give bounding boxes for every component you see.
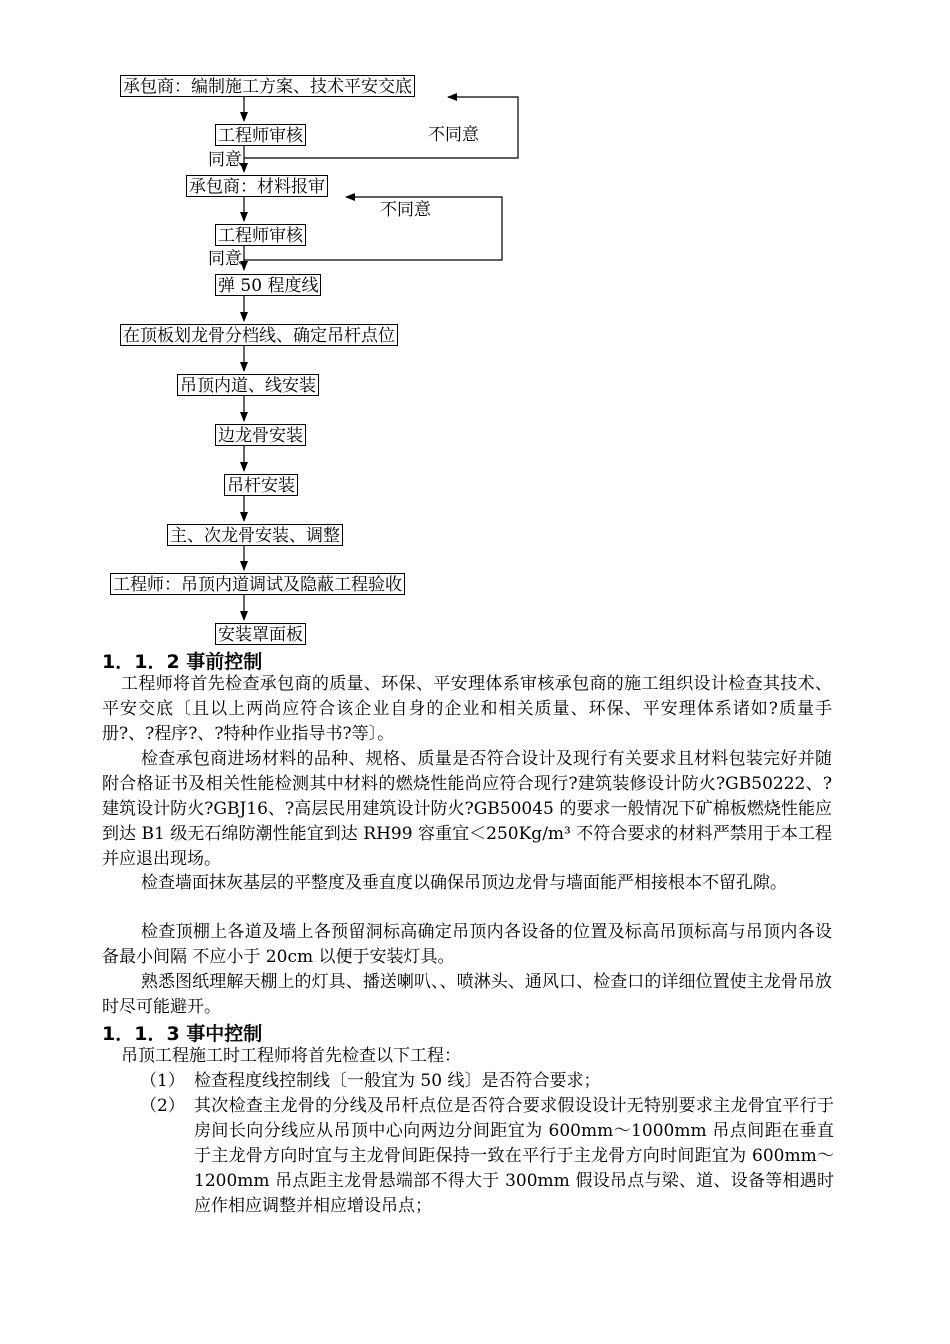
- paragraph-5: 熟悉图纸理解天棚上的灯具、播送喇叭、、喷淋头、通风口、检查口的详细位置使主龙骨吊放时尽可能避开。: [102, 972, 832, 1017]
- list-item-2-text: 其次检查主龙骨的分线及吊杆点位是否符合要求假设设计无特别要求主龙骨宜平行于房间长向分线应从吊顶中心向两边分间距宜为 600mm～1000mm 吊点间距在垂直于主龙骨方向时宜与主龙骨间距保持一致在平行于主龙骨方向时间距宜为 600mm～1200mm 吊点距主龙骨悬端部不得大于 300mm 假设吊点与梁、道、设备等相遇时应作相应调整并相应增设吊点；: [194, 1096, 834, 1216]
- flow-label-disagree-2: 不同意: [380, 200, 431, 220]
- paragraph-3: 检查墙面抹灰基层的平整度及垂直度以确保吊顶边龙骨与墙面能严相接根本不留孔隙。: [141, 873, 787, 893]
- flow-box-level-line: 弹 50 程度线: [215, 274, 321, 296]
- section-heading-pre-control: 1．1．2 事前控制: [102, 651, 263, 673]
- flow-label-agree-2: 同意: [208, 249, 242, 269]
- list-item-2: [140, 1094, 840, 1219]
- paragraph-intro: 吊顶工程施工时工程师将首先检查以下工程：: [121, 1046, 461, 1066]
- flow-box-hanger-rod: 吊杆安装: [224, 474, 298, 496]
- flow-box-keel-layout: 在顶板划龙骨分档线、确定吊杆点位: [120, 324, 398, 346]
- list-item-1-number: （1）: [140, 1071, 185, 1091]
- flow-box-pipe-install: 吊顶内道、线安装: [177, 374, 319, 396]
- paragraph-2: 检查承包商进场材料的品种、规格、质量是否符合设计及现行有关要求且材料包装完好并随附合格证书及相关性能检测其中材料的燃烧性能尚应符合现行?建筑装修设计防火?GB50222、?建筑设计防火?GBJ16、?高层民用建筑设计防火?GB50045 的要求一般情况下矿棉板燃烧性能应到达 B1 级无石绵防潮性能宜到达 RH99 容重宜＜250Kg/m³ 不符合要求的材料严禁用于本工程并应退出现场。: [102, 749, 832, 869]
- list-item-2-number: （2）: [140, 1096, 185, 1116]
- list-item-1: [140, 1069, 840, 1094]
- flow-box-main-keel: 主、次龙骨安装、调整: [167, 524, 343, 546]
- flow-label-agree-1: 同意: [208, 150, 242, 170]
- flow-box-edge-keel: 边龙骨安装: [215, 424, 306, 446]
- flow-box-cover-panel: 安装罩面板: [215, 623, 306, 645]
- paragraph-1: 工程师将首先检查承包商的质量、环保、平安理体系审核承包商的施工组织设计检查其技术、平安交底〔且以上两尚应符合该企业自身的企业和相关质量、环保、平安理体系诸如?质量手册?、?程序?、?特种作业指导书?等〕。: [102, 674, 832, 744]
- list-item-1-text: 检查程度线控制线〔一般宜为 50 线〕是否符合要求；: [194, 1071, 601, 1091]
- flow-label-disagree-1: 不同意: [428, 125, 479, 145]
- flow-box-contractor-material: 承包商：材料报审: [186, 175, 328, 197]
- flow-box-engineer-review-2: 工程师审核: [215, 224, 306, 246]
- flow-box-engineer-review-1: 工程师审核: [215, 124, 306, 146]
- section-heading-in-process-control: 1．1．3 事中控制: [102, 1023, 263, 1045]
- paragraph-4: 检查顶棚上各道及墙上各预留洞标高确定吊顶内各设备的位置及标高吊顶标高与吊顶内各设备最小间隔 不应小于 20cm 以便于安装灯具。: [102, 922, 832, 967]
- flow-box-contractor-plan: 承包商：编制施工方案、技术平安交底: [120, 75, 415, 97]
- flow-box-engineer-acceptance: 工程师：吊顶内道调试及隐蔽工程验收: [110, 573, 405, 595]
